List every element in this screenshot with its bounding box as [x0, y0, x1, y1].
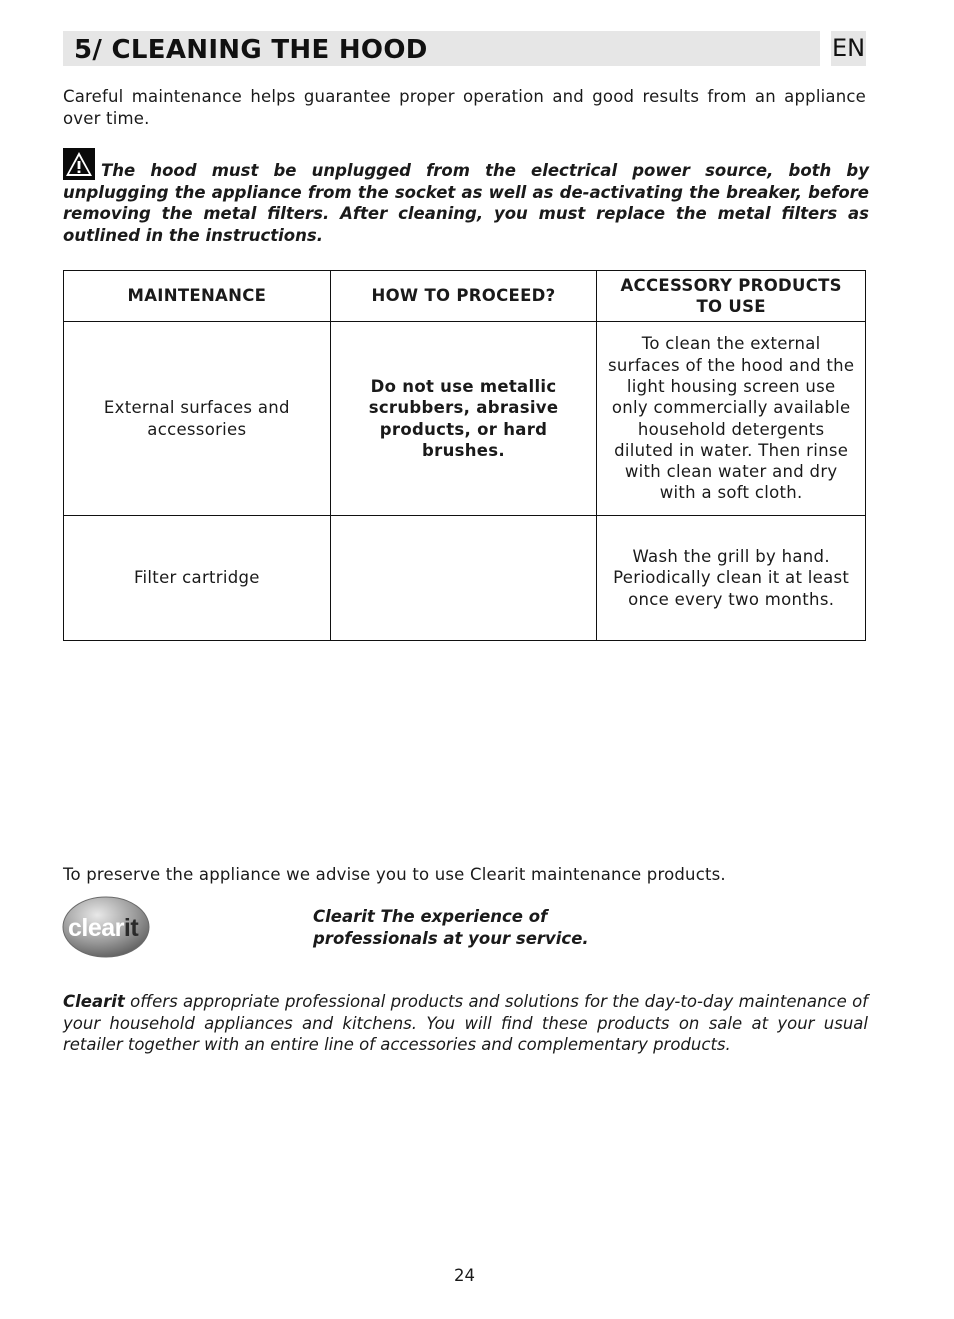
- language-badge: EN: [831, 31, 866, 66]
- warning-text: The hood must be unplugged from the electrical power source, both by unplugging the appliance from the socket as well as de-activating the breaker, before removing the metal filters. After cleaning, you must replace the metal filters as outlined in the instructions.: [63, 161, 869, 245]
- logo-text-accent: it: [123, 914, 139, 942]
- table-header-row: [64, 271, 866, 322]
- clearit-description-text: offers appropriate professional products and solutions for the day-to-day maintenance of your household appliances and kitchens. You will find these products on sale at your usual retailer together with an entire line of accessories and complementary products.: [63, 992, 868, 1054]
- preserve-paragraph: To preserve the appliance we advise you to use Clearit maintenance products.: [63, 865, 726, 884]
- column-header-how-to-proceed: HOW TO PROCEED?: [330, 271, 597, 322]
- warning-paragraph: [63, 148, 869, 246]
- cell-accessory-products: Wash the grill by hand. Periodically clean it at least once every two months.: [597, 516, 866, 641]
- cell-how-to-proceed: Do not use metallic scrubbers, abrasive products, or hard brushes.: [330, 322, 597, 516]
- section-header-bar: [63, 31, 820, 66]
- warning-triangle-icon: [63, 148, 95, 180]
- column-header-accessory-products: ACCESSORY PRODUCTS TO USE: [597, 271, 866, 322]
- maintenance-table: [63, 270, 866, 641]
- page-number: 24: [454, 1266, 475, 1285]
- cell-maintenance: External surfaces and accessories: [64, 322, 331, 516]
- intro-paragraph: Careful maintenance helps guarantee proper operation and good results from an appliance over time.: [63, 87, 866, 128]
- cell-how-to-proceed: [330, 516, 597, 641]
- clearit-slogan: Clearit The experience of professionals at your service.: [313, 907, 589, 948]
- page-title: 5/ CLEANING THE HOOD: [74, 35, 428, 65]
- svg-text:clearit: [68, 914, 139, 942]
- table-row: [64, 322, 866, 516]
- column-header-maintenance: MAINTENANCE: [64, 271, 331, 322]
- clearit-description: [63, 991, 868, 1056]
- clearit-logo: [62, 896, 150, 958]
- logo-text-main: clear: [68, 914, 124, 942]
- cell-accessory-products: To clean the external surfaces of the hood and the light housing screen use only commercially available household detergents diluted in water. Then rinse with clean water and dry with a soft cloth.: [597, 322, 866, 516]
- cell-maintenance: Filter cartridge: [64, 516, 331, 641]
- brand-name: Clearit: [63, 992, 125, 1011]
- table-row: [64, 516, 866, 641]
